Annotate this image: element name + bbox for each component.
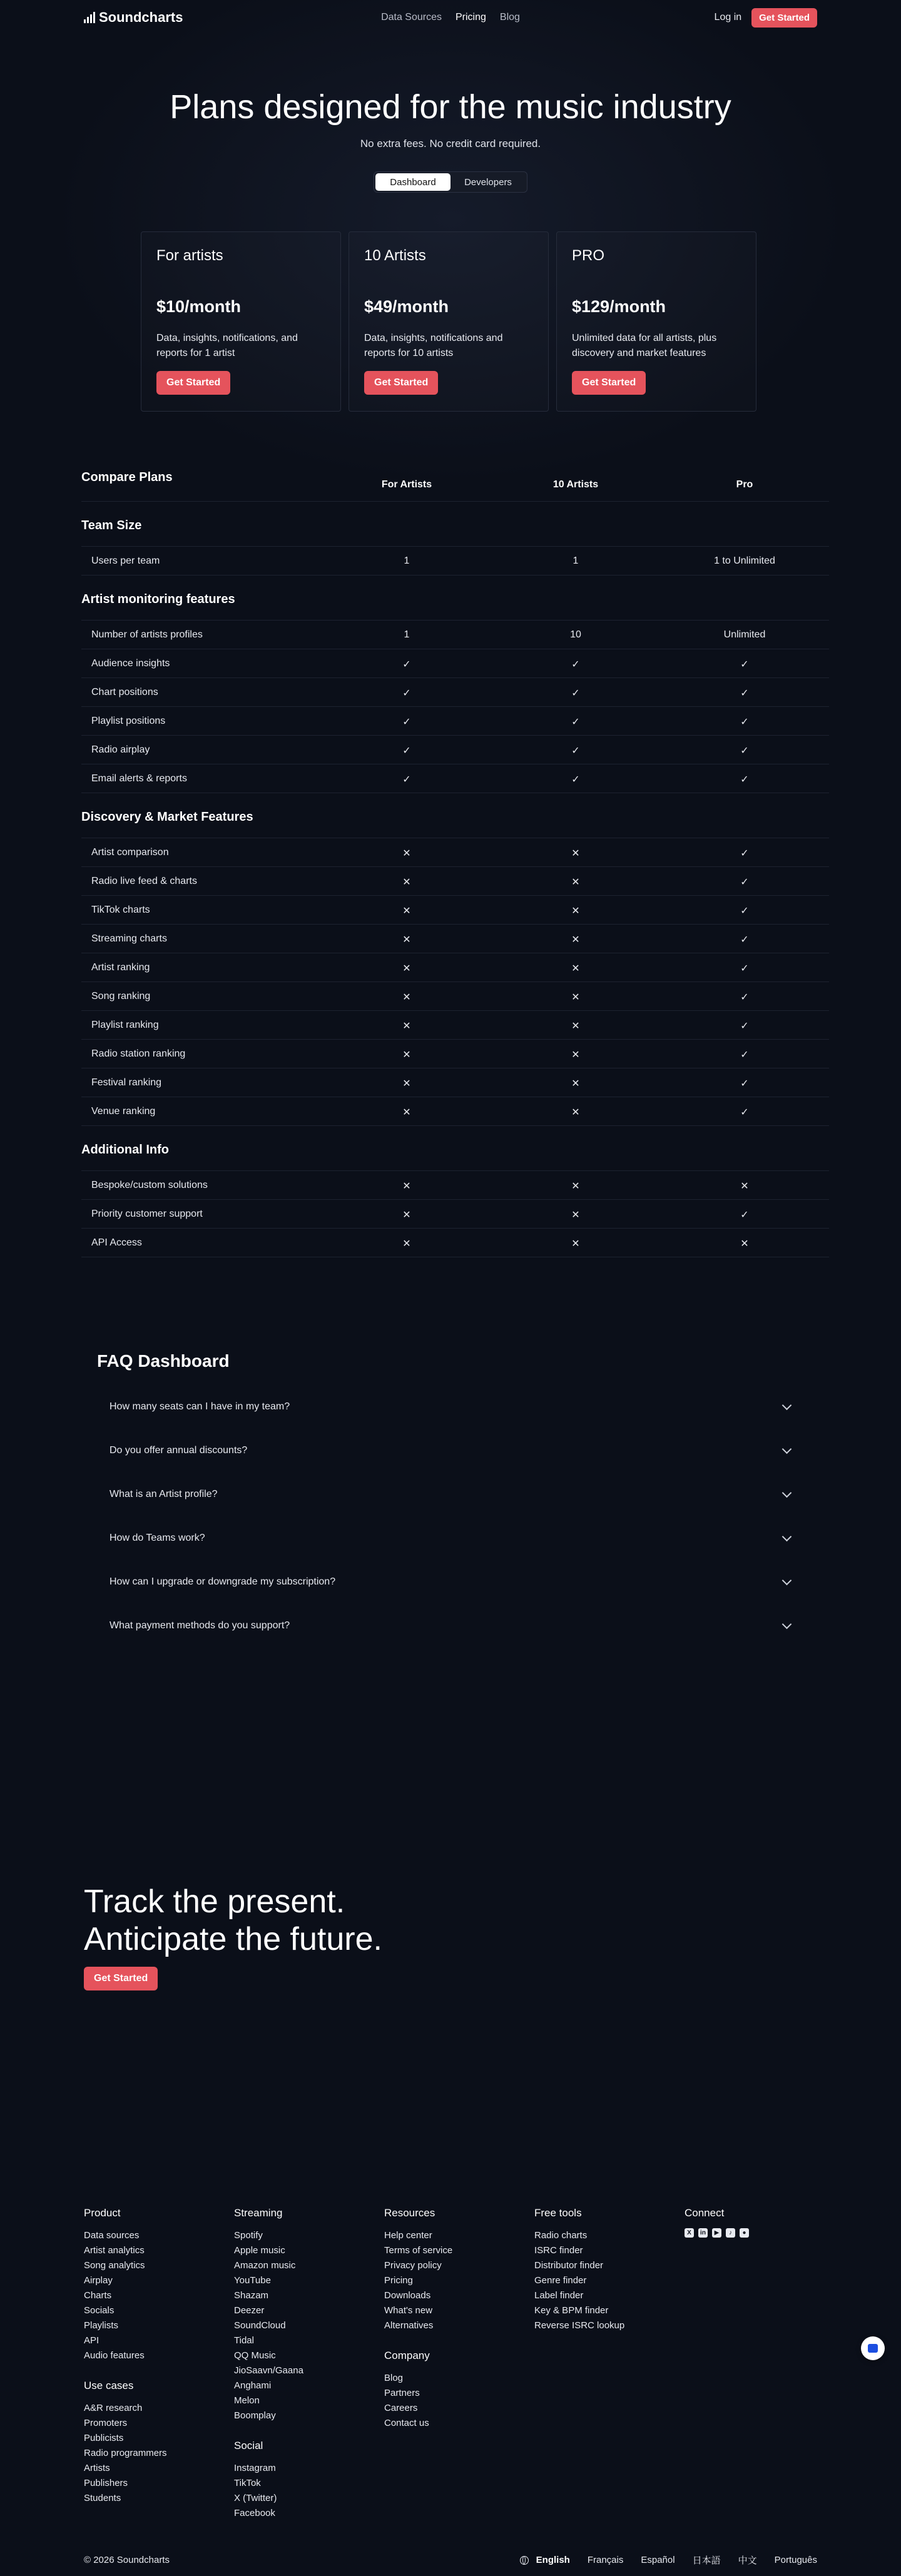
check-icon: ✓ bbox=[571, 746, 580, 756]
chevron-down-icon bbox=[782, 1444, 792, 1454]
check-icon: ✓ bbox=[740, 688, 749, 699]
footer-link[interactable]: Playlists bbox=[84, 2320, 119, 2331]
feature-label: Artist ranking bbox=[91, 962, 150, 973]
feature-label: API Access bbox=[91, 1237, 142, 1248]
faq-question: What payment methods do you support? bbox=[109, 1620, 290, 1631]
cross-icon: ✕ bbox=[402, 963, 411, 974]
plan-name: 10 Artists bbox=[364, 247, 426, 264]
footer-column-title: Streaming bbox=[234, 2207, 283, 2219]
cross-icon: ✕ bbox=[571, 1021, 580, 1032]
plan-get-started-button[interactable]: Get Started bbox=[156, 371, 230, 395]
github-icon[interactable]: ● bbox=[740, 2228, 749, 2238]
plan-description: Data, insights, notifications and reports for 10 artists bbox=[364, 333, 503, 358]
footer-link[interactable]: Genre finder bbox=[534, 2275, 587, 2286]
language-switcher bbox=[520, 2553, 817, 2567]
check-icon: ✓ bbox=[740, 659, 749, 670]
footer-column-title: Resources bbox=[384, 2207, 435, 2219]
footer-link[interactable]: Students bbox=[84, 2493, 121, 2503]
check-icon: ✓ bbox=[402, 717, 411, 728]
check-icon: ✓ bbox=[740, 963, 749, 974]
faq-item[interactable] bbox=[97, 1473, 804, 1516]
footer-link[interactable]: Downloads bbox=[384, 2290, 431, 2301]
footer-link[interactable]: Artist analytics bbox=[84, 2245, 145, 2256]
faq-item[interactable] bbox=[97, 1560, 804, 1604]
feature-label: Playlist positions bbox=[91, 716, 166, 726]
faq-question: Do you offer annual discounts? bbox=[109, 1445, 248, 1456]
plan-name: PRO bbox=[572, 247, 605, 264]
compare-row bbox=[81, 649, 829, 678]
feature-label: Number of artists profiles bbox=[91, 629, 203, 640]
plan-description: Unlimited data for all artists, plus discovery and market features bbox=[572, 333, 717, 358]
check-icon: ✓ bbox=[740, 848, 749, 859]
plan-get-started-button[interactable]: Get Started bbox=[572, 371, 646, 395]
cross-icon: ✕ bbox=[402, 1050, 411, 1060]
compare-row bbox=[81, 1229, 829, 1257]
cross-icon: ✕ bbox=[740, 1181, 749, 1192]
youtube-icon[interactable]: ▶ bbox=[712, 2228, 721, 2238]
language-option[interactable]: Español bbox=[641, 2555, 675, 2565]
footer-link[interactable]: Radio charts bbox=[534, 2230, 588, 2241]
feature-label: Users per team bbox=[91, 555, 160, 566]
linkedin-icon[interactable]: in bbox=[698, 2228, 708, 2238]
footer-link[interactable]: Boomplay bbox=[234, 2410, 276, 2421]
chevron-down-icon bbox=[782, 1400, 792, 1410]
compare-row bbox=[81, 1171, 829, 1200]
tiktok-icon[interactable]: ♪ bbox=[726, 2228, 735, 2238]
footer-link[interactable]: Careers bbox=[384, 2403, 418, 2413]
faq-item[interactable] bbox=[97, 1385, 804, 1429]
cross-icon: ✕ bbox=[571, 1078, 580, 1089]
footer-link[interactable]: What's new bbox=[384, 2305, 433, 2316]
footer-bottom-bar bbox=[84, 2553, 817, 2567]
feature-label: Venue ranking bbox=[91, 1106, 156, 1117]
plan-cards bbox=[141, 231, 756, 412]
compare-section-title: Additional Info bbox=[81, 1126, 829, 1171]
feature-value: Unlimited bbox=[723, 629, 766, 640]
language-option[interactable]: Français bbox=[587, 2555, 624, 2565]
compare-row bbox=[81, 953, 829, 982]
compare-row bbox=[81, 736, 829, 764]
footer-link[interactable]: QQ Music bbox=[234, 2350, 276, 2361]
cross-icon: ✕ bbox=[402, 1181, 411, 1192]
footer-column-title: Use cases bbox=[84, 2380, 134, 2391]
footer-column-title: Free tools bbox=[534, 2207, 582, 2219]
nav-link-data-sources[interactable]: Data Sources bbox=[381, 12, 442, 23]
feature-label: Festival ranking bbox=[91, 1077, 162, 1088]
cross-icon: ✕ bbox=[571, 1210, 580, 1220]
nav-link-blog[interactable]: Blog bbox=[499, 12, 520, 23]
copyright: © 2026 Soundcharts bbox=[84, 2555, 170, 2565]
faq-item[interactable] bbox=[97, 1604, 804, 1648]
footer-link[interactable]: Audio features bbox=[84, 2350, 145, 2361]
footer-link[interactable]: Apple music bbox=[234, 2245, 285, 2256]
compare-section-title: Team Size bbox=[81, 502, 829, 547]
check-icon: ✓ bbox=[571, 717, 580, 728]
brand-name: Soundcharts bbox=[99, 9, 183, 25]
footer-link[interactable]: Song analytics bbox=[84, 2260, 145, 2271]
footer-link[interactable]: Socials bbox=[84, 2305, 115, 2316]
cross-icon: ✕ bbox=[571, 1050, 580, 1060]
cross-icon: ✕ bbox=[402, 1078, 411, 1089]
compare-row bbox=[81, 764, 829, 793]
footer-link[interactable]: Airplay bbox=[84, 2275, 113, 2286]
footer-link[interactable]: API bbox=[84, 2335, 99, 2346]
footer-link[interactable]: Distributor finder bbox=[534, 2260, 604, 2271]
check-icon: ✓ bbox=[740, 1050, 749, 1060]
check-icon: ✓ bbox=[740, 935, 749, 945]
compare-row bbox=[81, 707, 829, 736]
plan-price: $129/month bbox=[572, 297, 666, 316]
footer-column bbox=[384, 2207, 452, 2431]
cross-icon: ✕ bbox=[571, 877, 580, 888]
cross-icon: ✕ bbox=[571, 1181, 580, 1192]
feature-value: 1 bbox=[404, 629, 410, 640]
compare-header bbox=[81, 463, 829, 502]
language-option[interactable]: 日本語 bbox=[692, 2555, 721, 2566]
footer-link[interactable]: Blog bbox=[384, 2373, 404, 2383]
footer-link[interactable]: Partners bbox=[384, 2388, 420, 2398]
footer-link[interactable]: Terms of service bbox=[384, 2245, 453, 2256]
check-icon: ✓ bbox=[402, 774, 411, 785]
footer-link[interactable]: Radio programmers bbox=[84, 2448, 167, 2458]
plan-type-toggle bbox=[374, 171, 527, 193]
compare-row bbox=[81, 896, 829, 925]
cta-get-started-button[interactable]: Get Started bbox=[84, 1967, 158, 1990]
footer-link[interactable]: Help center bbox=[384, 2230, 432, 2241]
footer-link[interactable]: Alternatives bbox=[384, 2320, 434, 2331]
compare-row bbox=[81, 621, 829, 649]
footer-column-title: Social bbox=[234, 2440, 263, 2452]
feature-label: Streaming charts bbox=[91, 933, 167, 944]
nav-link-pricing[interactable]: Pricing bbox=[456, 12, 486, 23]
chevron-down-icon bbox=[782, 1531, 792, 1541]
check-icon: ✓ bbox=[740, 992, 749, 1003]
check-icon: ✓ bbox=[402, 659, 411, 670]
feature-label: Radio airplay bbox=[91, 744, 150, 755]
footer-link[interactable]: ISRC finder bbox=[534, 2245, 583, 2256]
check-icon: ✓ bbox=[740, 1210, 749, 1220]
footer-link[interactable]: Shazam bbox=[234, 2290, 269, 2301]
feature-label: Priority customer support bbox=[91, 1209, 203, 1219]
cross-icon: ✕ bbox=[571, 963, 580, 974]
footer-link[interactable]: A&R research bbox=[84, 2403, 143, 2413]
cross-icon: ✕ bbox=[571, 992, 580, 1003]
feature-value: 1 bbox=[404, 555, 410, 566]
faq-title: FAQ Dashboard bbox=[97, 1351, 230, 1371]
footer-column-title: Company bbox=[384, 2350, 430, 2361]
faq-section bbox=[97, 1351, 804, 1648]
feature-label: Radio station ranking bbox=[91, 1048, 186, 1059]
check-icon: ✓ bbox=[740, 774, 749, 785]
check-icon: ✓ bbox=[402, 688, 411, 699]
compare-row bbox=[81, 838, 829, 867]
footer-link[interactable]: Data sources bbox=[84, 2230, 140, 2241]
footer-link[interactable]: Melon bbox=[234, 2395, 260, 2406]
feature-value: 1 to Unlimited bbox=[714, 555, 775, 566]
compare-section-title: Artist monitoring features bbox=[81, 576, 829, 621]
plan-get-started-button[interactable]: Get Started bbox=[364, 371, 438, 395]
faq-question: How can I upgrade or downgrade my subscription? bbox=[109, 1576, 336, 1587]
top-nav bbox=[0, 0, 901, 35]
cross-icon: ✕ bbox=[402, 1239, 411, 1249]
cross-icon: ✕ bbox=[402, 1210, 411, 1220]
check-icon: ✓ bbox=[740, 1107, 749, 1118]
cross-icon: ✕ bbox=[402, 1107, 411, 1118]
chat-icon bbox=[868, 2344, 878, 2353]
feature-label: Song ranking bbox=[91, 991, 151, 1001]
footer-link[interactable]: Promoters bbox=[84, 2418, 128, 2428]
footer-link[interactable]: JioSaavn/Gaana bbox=[234, 2365, 303, 2376]
footer-link[interactable]: Artists bbox=[84, 2463, 110, 2473]
compare-row bbox=[81, 867, 829, 896]
cross-icon: ✕ bbox=[571, 1107, 580, 1118]
feature-value: 1 bbox=[573, 555, 579, 566]
feature-label: Bespoke/custom solutions bbox=[91, 1180, 208, 1190]
footer-link[interactable]: Spotify bbox=[234, 2230, 263, 2241]
plan-card-10-artists bbox=[349, 231, 549, 412]
feature-label: TikTok charts bbox=[91, 905, 150, 915]
compare-row bbox=[81, 1068, 829, 1097]
footer-link[interactable]: Privacy policy bbox=[384, 2260, 442, 2271]
compare-row bbox=[81, 1011, 829, 1040]
footer-column bbox=[534, 2207, 624, 2333]
faq-list bbox=[97, 1385, 804, 1648]
footer-column bbox=[84, 2207, 167, 2506]
compare-row bbox=[81, 925, 829, 953]
cross-icon: ✕ bbox=[402, 992, 411, 1003]
language-option[interactable]: Português bbox=[774, 2555, 817, 2565]
check-icon: ✓ bbox=[571, 688, 580, 699]
compare-row bbox=[81, 1097, 829, 1126]
footer-link[interactable]: Reverse ISRC lookup bbox=[534, 2320, 625, 2331]
compare-title: Compare Plans bbox=[81, 470, 173, 484]
check-icon: ✓ bbox=[740, 906, 749, 916]
feature-label: Playlist ranking bbox=[91, 1020, 159, 1030]
column-header-for-artists: For Artists bbox=[381, 479, 432, 490]
page-subtitle: No extra fees. No credit card required. bbox=[360, 138, 541, 150]
chevron-down-icon bbox=[782, 1575, 792, 1585]
compare-row bbox=[81, 547, 829, 576]
faq-question: How do Teams work? bbox=[109, 1533, 205, 1543]
cta-line-1: Track the present. bbox=[84, 1884, 345, 1920]
cross-icon: ✕ bbox=[571, 906, 580, 916]
chevron-down-icon bbox=[782, 1619, 792, 1629]
faq-item[interactable] bbox=[97, 1516, 804, 1560]
footer-link[interactable]: Contact us bbox=[384, 2418, 429, 2428]
nav-get-started-button[interactable]: Get Started bbox=[751, 8, 817, 28]
compare-section-title: Discovery & Market Features bbox=[81, 793, 829, 838]
faq-item[interactable] bbox=[97, 1429, 804, 1473]
footer-column-title: Product bbox=[84, 2207, 121, 2219]
footer-column-title: Connect bbox=[685, 2207, 725, 2219]
language-option[interactable]: 中文 bbox=[738, 2555, 757, 2566]
toggle-developers[interactable]: Developers bbox=[464, 176, 512, 188]
cross-icon: ✕ bbox=[402, 906, 411, 916]
chat-widget-button[interactable] bbox=[861, 2336, 885, 2360]
check-icon: ✓ bbox=[740, 877, 749, 888]
footer-link[interactable]: Instagram bbox=[234, 2463, 276, 2473]
check-icon: ✓ bbox=[740, 746, 749, 756]
cta-section bbox=[84, 1883, 382, 1990]
feature-value: 10 bbox=[570, 629, 581, 640]
cross-icon: ✕ bbox=[740, 1239, 749, 1249]
footer-link[interactable]: Publicists bbox=[84, 2433, 124, 2443]
feature-label: Artist comparison bbox=[91, 847, 169, 858]
column-header-10-artists: 10 Artists bbox=[552, 479, 599, 490]
compare-row bbox=[81, 678, 829, 707]
feature-label: Chart positions bbox=[91, 687, 158, 697]
cross-icon: ✕ bbox=[402, 877, 411, 888]
footer-link[interactable]: Anghami bbox=[234, 2380, 272, 2391]
footer-link[interactable]: SoundCloud bbox=[234, 2320, 286, 2331]
faq-question: How many seats can I have in my team? bbox=[109, 1401, 290, 1412]
feature-label: Radio live feed & charts bbox=[91, 876, 197, 886]
brand-logo[interactable] bbox=[84, 9, 183, 26]
plan-price: $49/month bbox=[364, 297, 449, 316]
footer-column bbox=[234, 2207, 303, 2521]
cross-icon: ✕ bbox=[402, 1021, 411, 1032]
cta-line-2: Anticipate the future. bbox=[84, 1921, 382, 1957]
footer-link[interactable]: TikTok bbox=[234, 2478, 261, 2488]
cross-icon: ✕ bbox=[402, 935, 411, 945]
plan-card-artists bbox=[141, 231, 341, 412]
footer-column bbox=[685, 2207, 749, 2238]
compare-plans-table bbox=[81, 463, 829, 1257]
plan-name: For artists bbox=[156, 247, 223, 264]
chevron-down-icon bbox=[782, 1488, 792, 1498]
cross-icon: ✕ bbox=[571, 1239, 580, 1249]
language-option[interactable]: English bbox=[536, 2555, 570, 2565]
plan-card-pro bbox=[556, 231, 756, 412]
column-header-pro: Pro bbox=[736, 479, 753, 490]
footer-link[interactable]: Publishers bbox=[84, 2478, 128, 2488]
compare-row bbox=[81, 1040, 829, 1068]
footer-link[interactable]: Amazon music bbox=[234, 2260, 296, 2271]
social-links bbox=[685, 2228, 749, 2238]
footer-link[interactable]: Deezer bbox=[234, 2305, 265, 2316]
cross-icon: ✕ bbox=[402, 848, 411, 859]
footer-link[interactable]: Tidal bbox=[234, 2335, 254, 2346]
compare-row bbox=[81, 1200, 829, 1229]
cross-icon: ✕ bbox=[571, 935, 580, 945]
footer-link[interactable]: Label finder bbox=[534, 2290, 584, 2301]
x-icon[interactable]: X bbox=[685, 2228, 694, 2238]
page-title: Plans designed for the music industry bbox=[170, 88, 731, 126]
cross-icon: ✕ bbox=[571, 848, 580, 859]
toggle-dashboard[interactable]: Dashboard bbox=[375, 173, 450, 191]
check-icon: ✓ bbox=[571, 774, 580, 785]
globe-icon bbox=[520, 2556, 529, 2565]
footer-link[interactable]: Charts bbox=[84, 2290, 112, 2301]
footer-link[interactable]: Pricing bbox=[384, 2275, 413, 2286]
plan-price: $10/month bbox=[156, 297, 242, 316]
footer-link[interactable]: X (Twitter) bbox=[234, 2493, 277, 2503]
login-link[interactable]: Log in bbox=[714, 12, 742, 23]
feature-label: Audience insights bbox=[91, 658, 170, 669]
footer-link[interactable]: Facebook bbox=[234, 2508, 275, 2518]
check-icon: ✓ bbox=[740, 1021, 749, 1032]
compare-body bbox=[81, 502, 829, 1257]
feature-label: Email alerts & reports bbox=[91, 773, 187, 784]
footer-link[interactable]: Key & BPM finder bbox=[534, 2305, 609, 2316]
check-icon: ✓ bbox=[740, 1078, 749, 1089]
faq-question: What is an Artist profile? bbox=[109, 1489, 218, 1499]
plan-description: Data, insights, notifications, and reports for 1 artist bbox=[156, 333, 298, 358]
cta-heading bbox=[84, 1883, 382, 1958]
footer-link[interactable]: YouTube bbox=[234, 2275, 271, 2286]
nav-links bbox=[381, 12, 520, 23]
check-icon: ✓ bbox=[740, 717, 749, 728]
check-icon: ✓ bbox=[571, 659, 580, 670]
compare-row bbox=[81, 982, 829, 1011]
check-icon: ✓ bbox=[402, 746, 411, 756]
soundcharts-logo-icon bbox=[84, 12, 95, 23]
